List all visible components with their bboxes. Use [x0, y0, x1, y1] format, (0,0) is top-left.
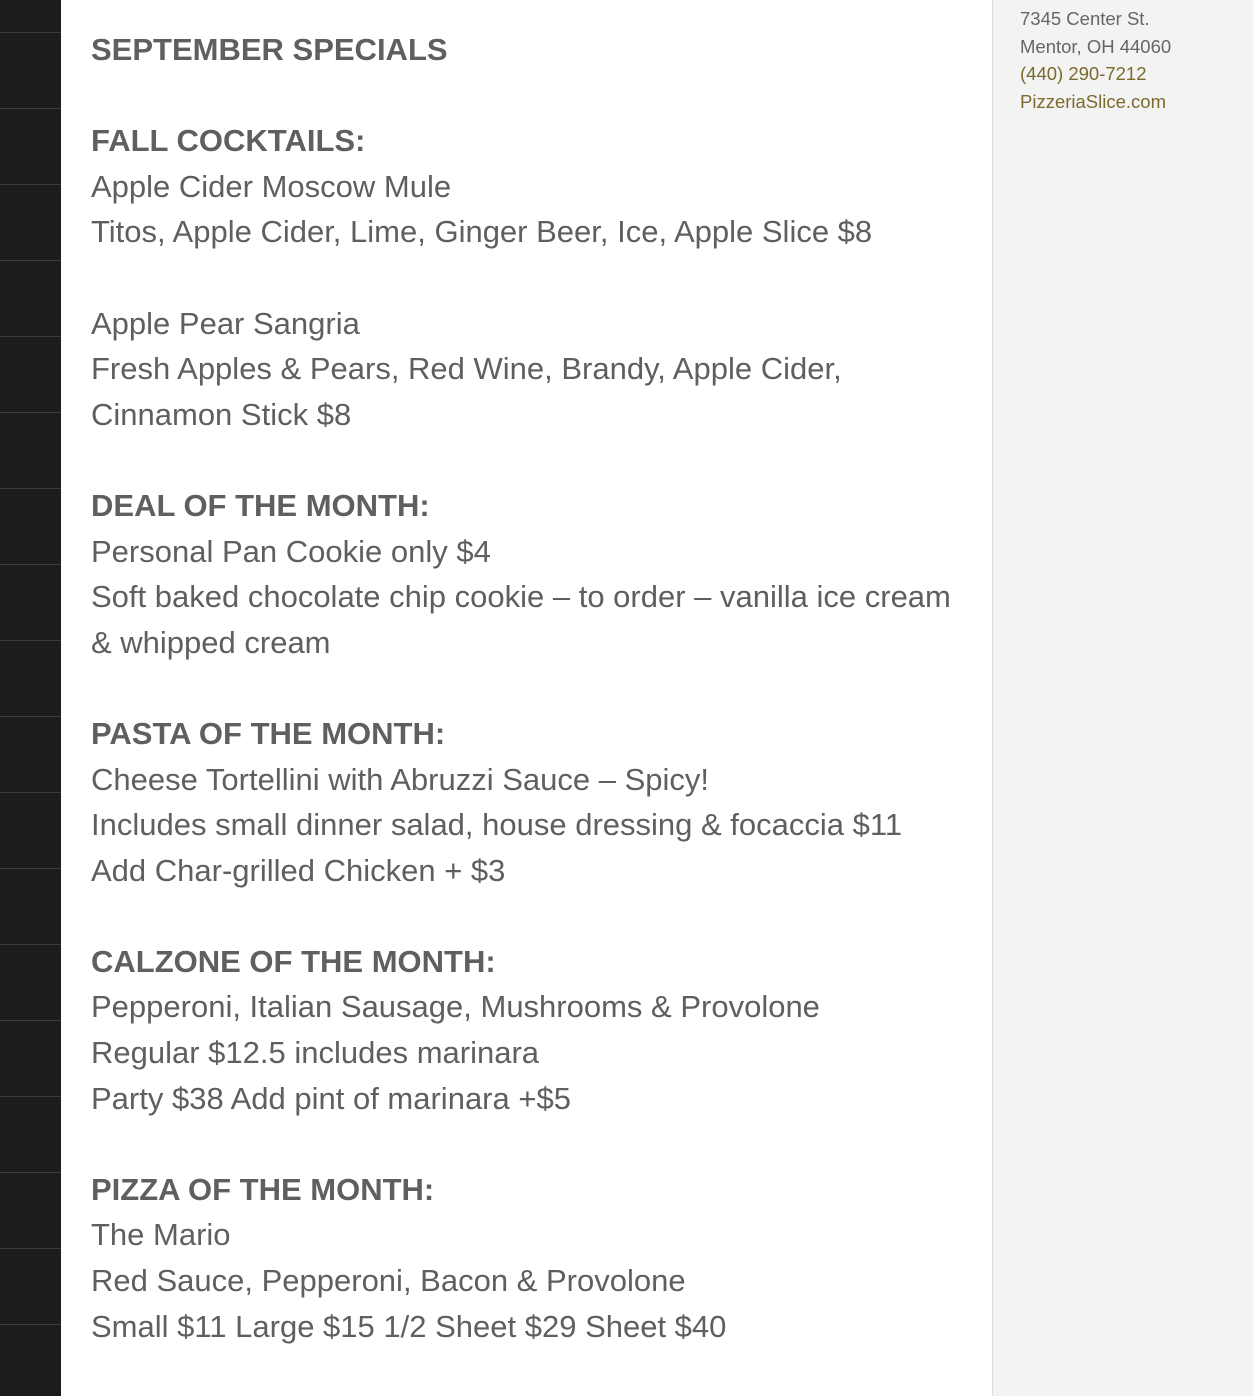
menu-item-description: & whipped cream: [91, 624, 331, 660]
section-heading-fall-cocktails: FALL COCKTAILS:: [91, 123, 366, 159]
section-heading-deal-of-month: DEAL OF THE MONTH:: [91, 487, 430, 523]
bar-divider: [0, 1096, 61, 1097]
menu-item-name: Pepperoni, Italian Sausage, Mushrooms & Provolone: [91, 989, 820, 1025]
spacer: [91, 665, 971, 711]
menu-item-description: Fresh Apples & Pears, Red Wine, Brandy, Apple Cider,: [91, 351, 842, 387]
spacer: [91, 73, 971, 119]
bar-divider: [0, 336, 61, 337]
menu-item-name: Cheese Tortellini with Abruzzi Sauce – Spicy!: [91, 761, 710, 797]
bar-divider: [0, 1020, 61, 1021]
menu-item-name: Apple Pear Sangria: [91, 305, 360, 341]
bar-divider: [0, 944, 61, 945]
address-street: 7345 Center St.: [1020, 8, 1150, 29]
bar-divider: [0, 260, 61, 261]
bar-divider: [0, 640, 61, 641]
bar-divider: [0, 488, 61, 489]
phone-link[interactable]: (440) 290-7212: [1020, 63, 1147, 84]
menu-item-description: Cinnamon Stick $8: [91, 396, 352, 432]
section-heading-pasta-of-month: PASTA OF THE MONTH:: [91, 715, 446, 751]
bar-divider: [0, 1172, 61, 1173]
section-heading-calzone-of-month: CALZONE OF THE MONTH:: [91, 943, 496, 979]
spacer: [91, 893, 971, 939]
specials-content: [91, 27, 971, 1349]
menu-item-description: Titos, Apple Cider, Lime, Ginger Beer, Ice, Apple Slice $8: [91, 214, 873, 250]
bar-divider: [0, 868, 61, 869]
menu-item-name: The Mario: [91, 1217, 231, 1253]
section-heading-pizza-of-month: PIZZA OF THE MONTH:: [91, 1171, 435, 1207]
menu-item-price: Party $38 Add pint of marinara +$5: [91, 1080, 571, 1116]
bar-divider: [0, 716, 61, 717]
bar-divider: [0, 792, 61, 793]
address-city: Mentor, OH 44060: [1020, 35, 1172, 57]
bar-divider: [0, 564, 61, 565]
menu-item-price: Regular $12.5 includes marinara: [91, 1035, 540, 1071]
bar-divider: [0, 108, 61, 109]
contact-info: [1020, 5, 1171, 115]
spacer: [91, 1121, 971, 1167]
menu-item-name: Apple Cider Moscow Mule: [91, 168, 452, 204]
bar-divider: [0, 412, 61, 413]
menu-item-description: Soft baked chocolate chip cookie – to order – vanilla ice cream: [91, 579, 951, 615]
menu-item-description: Includes small dinner salad, house dressing & focaccia $11: [91, 807, 903, 843]
bar-divider: [0, 1324, 61, 1325]
left-dark-bar: [0, 0, 61, 1396]
bar-divider: [0, 184, 61, 185]
menu-item-description: Red Sauce, Pepperoni, Bacon & Provolone: [91, 1263, 686, 1299]
main-content-area: [61, 0, 992, 1396]
website-link[interactable]: PizzeriaSlice.com: [1020, 90, 1166, 112]
menu-item-price: Small $11 Large $15 1/2 Sheet $29 Sheet $40: [91, 1308, 727, 1344]
spacer: [91, 437, 971, 483]
menu-item-addon: Add Char-grilled Chicken + $3: [91, 852, 506, 888]
spacer: [91, 255, 971, 301]
page-title: SEPTEMBER SPECIALS: [91, 32, 448, 67]
bar-divider: [0, 1248, 61, 1249]
bar-divider: [0, 32, 61, 33]
menu-item-name: Personal Pan Cookie only $4: [91, 533, 491, 569]
sidebar: [992, 0, 1253, 1396]
